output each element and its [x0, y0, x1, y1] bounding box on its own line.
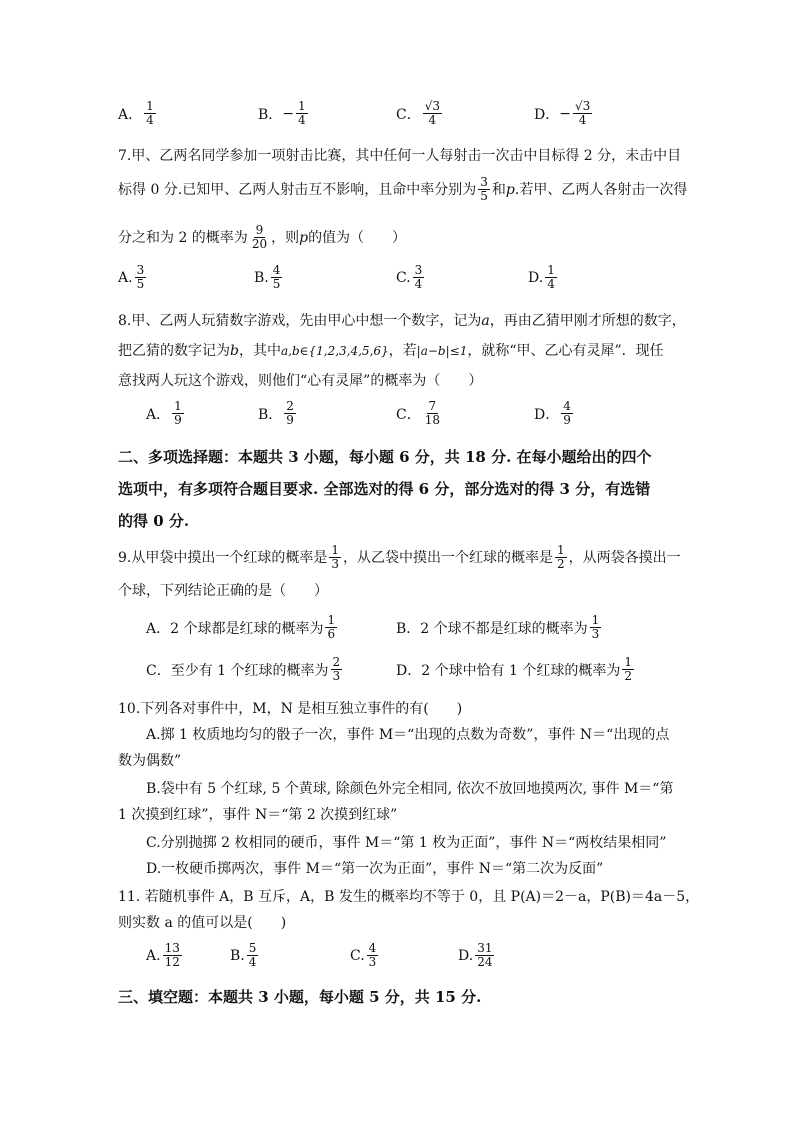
q8-option-b [258, 400, 298, 427]
prev-option-b [258, 100, 310, 127]
fraction [325, 614, 337, 641]
option-label: B． [258, 106, 283, 123]
q8-text: 把乙猜的数字记为 [118, 343, 230, 359]
fraction [423, 100, 442, 127]
denominator: 5 [480, 189, 488, 203]
numerator: 31 [477, 941, 493, 955]
option-label: B. [254, 269, 269, 286]
fraction [144, 100, 156, 127]
option-text: A．2 个球都是红球的概率为 [146, 620, 324, 637]
q10-option-b-line-2: 1 次摸到红球”，事件 N＝“第 2 次摸到红球” [118, 807, 398, 823]
q7-line-3 [118, 224, 406, 251]
option-label: A. [118, 269, 133, 286]
variable-p: p [505, 181, 515, 198]
numerator: 1 [624, 655, 633, 669]
numerator: 1 [146, 99, 154, 113]
numerator: 7 [428, 399, 437, 413]
set-expression: a,b∈{1,2,3,4,5,6} [280, 344, 389, 358]
numerator: 2 [286, 399, 294, 413]
numerator: 1 [174, 399, 182, 413]
option-label: C. [396, 269, 411, 286]
fraction [163, 942, 182, 969]
variable-p: p [299, 229, 309, 246]
q11-option-c [350, 942, 380, 969]
q9-line-2: 个球，下列结论正确的是（ ） [118, 583, 328, 599]
numerator: 1 [327, 613, 336, 627]
variable-b: b [230, 343, 239, 359]
denominator: 20 [251, 237, 268, 251]
numerator: 1 [557, 543, 565, 557]
q10-option-c: C.分别抛掷 2 枚相同的硬币，事件 M＝“第 1 枚为正面”，事件 N＝“两枚结果相同” [146, 835, 667, 851]
q9-option-c [146, 656, 344, 683]
q10-stem: 10.下列各对事件中，M，N 是相互独立事件的有( ) [118, 701, 463, 717]
q7-text: 和 [491, 181, 506, 198]
q7-text: 分之和为 2 的概率为 [118, 229, 248, 246]
denominator: 4 [298, 113, 306, 127]
q7-option-c [396, 264, 426, 291]
fraction [296, 100, 308, 127]
option-label: A． [146, 406, 171, 423]
fraction [367, 942, 379, 969]
option-text: D．2 个球中恰有 1 个红球的概率为 [396, 662, 621, 679]
numerator: 5 [248, 941, 257, 955]
numerator: 1 [331, 543, 339, 557]
q8-text: ，若 [388, 343, 417, 359]
option-label: A． [118, 106, 143, 123]
fraction [271, 264, 283, 291]
denominator: 4 [248, 955, 257, 969]
fraction [622, 656, 634, 683]
option-label: B. [230, 947, 245, 964]
denominator: 5 [136, 277, 145, 291]
minus-sign: − [282, 105, 295, 122]
fraction [423, 400, 442, 427]
denominator: 9 [286, 413, 294, 427]
q10-option-a-line-1: A.掷 1 枚质地均匀的骰子一次，事件 M＝“出现的点数为奇数”，事件 N＝“出现的点 [146, 727, 670, 743]
q9-text: ，从两袋各摸出一 [568, 549, 681, 566]
denominator: 9 [174, 413, 182, 427]
fraction [561, 400, 573, 427]
denominator: 4 [578, 113, 587, 127]
q11-option-d [458, 942, 496, 969]
q8-line-2 [118, 340, 664, 362]
fraction [555, 544, 567, 571]
minus-sign: − [559, 105, 571, 122]
numerator: 1 [547, 263, 555, 277]
numerator: 9 [255, 223, 264, 237]
numerator: 4 [272, 263, 281, 277]
prev-option-d [534, 100, 594, 127]
numerator: 3 [480, 175, 488, 189]
q10-option-d: D.一枚硬币掷两次，事件 M＝“第一次为正面”，事件 N＝“第二次为反面” [146, 861, 604, 877]
q9-text: ，从乙袋中摸出一个红球的概率是 [343, 549, 553, 566]
prev-option-a [118, 100, 158, 127]
q7-option-b [254, 264, 284, 291]
fraction [284, 400, 296, 427]
q7-text: 的值为（ ） [308, 229, 407, 246]
denominator: 12 [164, 955, 180, 969]
denominator: 3 [591, 627, 600, 641]
q8-option-d [534, 400, 575, 427]
fraction [478, 176, 490, 203]
numerator: 13 [164, 941, 180, 955]
q11-line-2: 则实数 a 的值可以是( ) [118, 915, 287, 931]
section-2-heading-line-3: 的得 0 分. [118, 512, 190, 530]
numerator: 1 [591, 613, 600, 627]
option-label: C． [396, 406, 421, 423]
section-2-heading-line-1: 二、多项选择题：本题共 3 小题，每小题 6 分，共 18 分. 在每小题给出的四个 [118, 448, 652, 466]
q7-text: .若甲、乙两人各射击一次得 [514, 181, 688, 198]
q8-text: ，其中 [238, 343, 281, 359]
variable-a: a [481, 313, 490, 329]
q7-line-1: 7.甲、乙两名同学参加一项射击比赛，其中任何一人每射击一次击中目标得 2 分，未击中目 [118, 148, 682, 164]
option-text: C．至少有 1 个红球的概率为 [146, 662, 329, 679]
denominator: 3 [331, 557, 339, 571]
option-label: D． [534, 406, 560, 423]
numerator: 2 [332, 655, 341, 669]
option-label: C． [396, 106, 421, 123]
q7-line-2 [118, 176, 687, 203]
q8-text: 8.甲、乙两人玩猜数字游戏，先由甲心中想一个数字，记为 [118, 313, 482, 329]
denominator: 4 [146, 113, 154, 127]
option-label: A. [146, 947, 161, 964]
numerator: 3 [136, 263, 145, 277]
denominator: 3 [332, 669, 341, 683]
fraction [545, 264, 557, 291]
q8-text: ，就称“甲、乙心有灵犀”．现任 [467, 343, 664, 359]
fraction [590, 614, 602, 641]
q9-option-a [146, 614, 339, 641]
denominator: 3 [368, 955, 377, 969]
denominator: 9 [563, 413, 571, 427]
denominator: 6 [327, 627, 336, 641]
numerator: √3 [424, 99, 440, 113]
section-3-heading: 三、填空题：本题共 3 小题，每小题 5 分，共 15 分. [118, 988, 482, 1006]
fraction [329, 544, 341, 571]
denominator: 2 [557, 557, 565, 571]
denominator: 5 [272, 277, 281, 291]
section-2-heading-line-2: 选项中，有多项符合题目要求. 全部选对的得 6 分，部分选对的得 3 分，有选错 [118, 480, 651, 498]
q8-line-1 [118, 310, 686, 332]
q7-text: 标得 0 分.已知甲、乙两人射击互不影响，且命中率分别为 [118, 181, 477, 198]
q8-line-3: 意找两人玩这个游戏，则他们“心有灵犀”的概率为（ ） [118, 373, 483, 389]
numerator: 4 [563, 399, 571, 413]
numerator: 1 [298, 99, 306, 113]
q11-line-1: 11. 若随机事件 A，B 互斥，A，B 发生的概率均不等于 0，且 P(A)＝2－a，P(B)＝4a－5， [118, 889, 700, 905]
denominator: 2 [624, 669, 633, 683]
q8-text: ，再由乙猜甲刚才所想的数字， [489, 313, 686, 329]
abs-expression: |a−b|≤1 [416, 344, 468, 358]
q9-option-d [396, 656, 636, 683]
q10-option-a-line-2: 数为偶数” [118, 753, 182, 769]
fraction [413, 264, 425, 291]
fraction [247, 942, 259, 969]
fraction [573, 100, 592, 127]
numerator: √3 [574, 99, 591, 113]
fraction [331, 656, 343, 683]
option-text: B．2 个球不都是红球的概率为 [396, 620, 588, 637]
q11-option-b [230, 942, 260, 969]
q7-text: ，则 [271, 229, 300, 246]
denominator: 4 [428, 113, 437, 127]
fraction [475, 942, 494, 969]
option-label: B． [258, 406, 283, 423]
denominator: 18 [424, 413, 440, 427]
q10-option-b-line-1: B.袋中有 5 个红球, 5 个黄球, 除颜色外完全相同, 依次不放回地摸两次, 事件 M＝“第 [146, 781, 674, 797]
q7-option-a [118, 264, 148, 291]
q9-text: 9.从甲袋中摸出一个红球的概率是 [118, 549, 328, 566]
numerator: 3 [414, 263, 423, 277]
fraction [135, 264, 147, 291]
option-label: D． [534, 106, 560, 123]
denominator: 4 [414, 277, 423, 291]
q7-option-d [528, 264, 559, 291]
option-label: D. [458, 947, 474, 964]
q9-option-b [396, 614, 603, 641]
q8-option-a [146, 400, 186, 427]
prev-option-c [396, 100, 444, 127]
q11-option-a [146, 942, 184, 969]
q8-option-c [396, 400, 444, 427]
fraction [172, 400, 184, 427]
option-label: C. [350, 947, 365, 964]
denominator: 4 [547, 277, 555, 291]
q9-line-1 [118, 544, 681, 571]
fraction [250, 224, 269, 251]
option-label: D. [528, 269, 544, 286]
denominator: 24 [477, 955, 493, 969]
numerator: 4 [368, 941, 377, 955]
